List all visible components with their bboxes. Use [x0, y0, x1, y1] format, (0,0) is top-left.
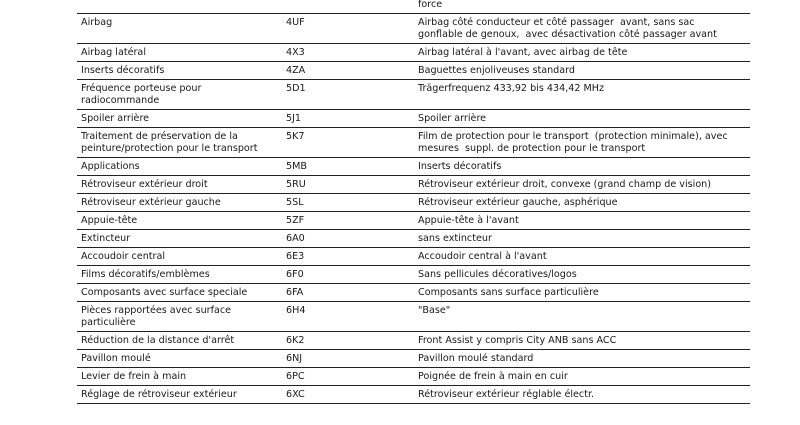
table-row [77, 110, 750, 128]
option-code: 6A0 [282, 230, 414, 248]
table-row [77, 158, 750, 176]
option-code: 5J1 [282, 110, 414, 128]
table-row [77, 230, 750, 248]
feature-description: Airbag côté conducteur et côté passager avant, sans sac gonflable de genoux, avec désactivation côté passager avant [414, 14, 750, 44]
table-row [77, 350, 750, 368]
option-code: 5SL [282, 194, 414, 212]
feature-label: Airbag latéral [77, 44, 282, 62]
feature-label: Pièces rapportées avec surface particulière [77, 302, 282, 332]
option-code: 6NJ [282, 350, 414, 368]
feature-description: Spoiler arrière [414, 110, 750, 128]
feature-description: Rétroviseur extérieur réglable électr. [414, 386, 750, 404]
feature-description: Appuie-tête à l'avant [414, 212, 750, 230]
feature-description: Accoudoir central à l'avant [414, 248, 750, 266]
table-row [77, 368, 750, 386]
feature-description: Rétroviseur extérieur gauche, asphérique [414, 194, 750, 212]
feature-description: Trägerfrequenz 433,92 bis 434,42 MHz [414, 80, 750, 110]
option-code: 5MB [282, 158, 414, 176]
feature-label: Inserts décoratifs [77, 62, 282, 80]
feature-label: Réglage de rétroviseur extérieur [77, 386, 282, 404]
feature-label: Pavillon moulé [77, 350, 282, 368]
feature-label: Fréquence porteuse pour radiocommande [77, 80, 282, 110]
table-row [77, 194, 750, 212]
feature-description: Front Assist y compris City ANB sans ACC [414, 332, 750, 350]
table-row [77, 302, 750, 332]
feature-label: Réduction de la distance d'arrêt [77, 332, 282, 350]
option-code: 6E3 [282, 248, 414, 266]
feature-label: Appuie-tête [77, 212, 282, 230]
feature-label: Rétroviseur extérieur droit [77, 176, 282, 194]
feature-description: Poignée de frein à main en cuir [414, 368, 750, 386]
feature-description: Film de protection pour le transport (protection minimale), avec mesures suppl. de protection pour le transport [414, 128, 750, 158]
feature-label: Traitement de préservation de la peinture/protection pour le transport [77, 128, 282, 158]
table-row [77, 248, 750, 266]
feature-label: Composants avec surface speciale [77, 284, 282, 302]
option-code: 4UF [282, 14, 414, 44]
table-row [77, 332, 750, 350]
feature-label: Extincteur [77, 230, 282, 248]
feature-label: Airbag [77, 14, 282, 44]
option-code: 4X3 [282, 44, 414, 62]
option-code: 6PC [282, 368, 414, 386]
option-code: 4ZA [282, 62, 414, 80]
table-row [77, 266, 750, 284]
feature-description: Pavillon moulé standard [414, 350, 750, 368]
option-code: 6FA [282, 284, 414, 302]
feature-description: Inserts décoratifs [414, 158, 750, 176]
option-code: 5RU [282, 176, 414, 194]
feature-label: Applications [77, 158, 282, 176]
option-code: 5ZF [282, 212, 414, 230]
table-row [77, 212, 750, 230]
feature-description: Composants sans surface particulière [414, 284, 750, 302]
feature-description: "Base" [414, 302, 750, 332]
table-row [77, 80, 750, 110]
feature-label: Rétroviseur extérieur gauche [77, 194, 282, 212]
option-code: 5D1 [282, 80, 414, 110]
equipment-table [77, 0, 750, 404]
feature-description: force [414, 0, 750, 14]
table-row [77, 62, 750, 80]
feature-description: Rétroviseur extérieur droit, convexe (grand champ de vision) [414, 176, 750, 194]
table-row [77, 0, 750, 14]
feature-description: Sans pellicules décoratives/logos [414, 266, 750, 284]
option-code: 6F0 [282, 266, 414, 284]
option-code [282, 0, 414, 14]
table-row [77, 44, 750, 62]
feature-label: Accoudoir central [77, 248, 282, 266]
feature-label [77, 0, 282, 14]
table-row [77, 128, 750, 158]
table-row [77, 14, 750, 44]
feature-description: sans extincteur [414, 230, 750, 248]
table-row [77, 176, 750, 194]
option-code: 6XC [282, 386, 414, 404]
table-row [77, 284, 750, 302]
feature-label: Spoiler arrière [77, 110, 282, 128]
table-row [77, 386, 750, 404]
feature-label: Films décoratifs/emblèmes [77, 266, 282, 284]
feature-description: Airbag latéral à l'avant, avec airbag de tête [414, 44, 750, 62]
option-code: 6K2 [282, 332, 414, 350]
option-code: 6H4 [282, 302, 414, 332]
option-code: 5K7 [282, 128, 414, 158]
feature-label: Levier de frein à main [77, 368, 282, 386]
feature-description: Baguettes enjoliveuses standard [414, 62, 750, 80]
